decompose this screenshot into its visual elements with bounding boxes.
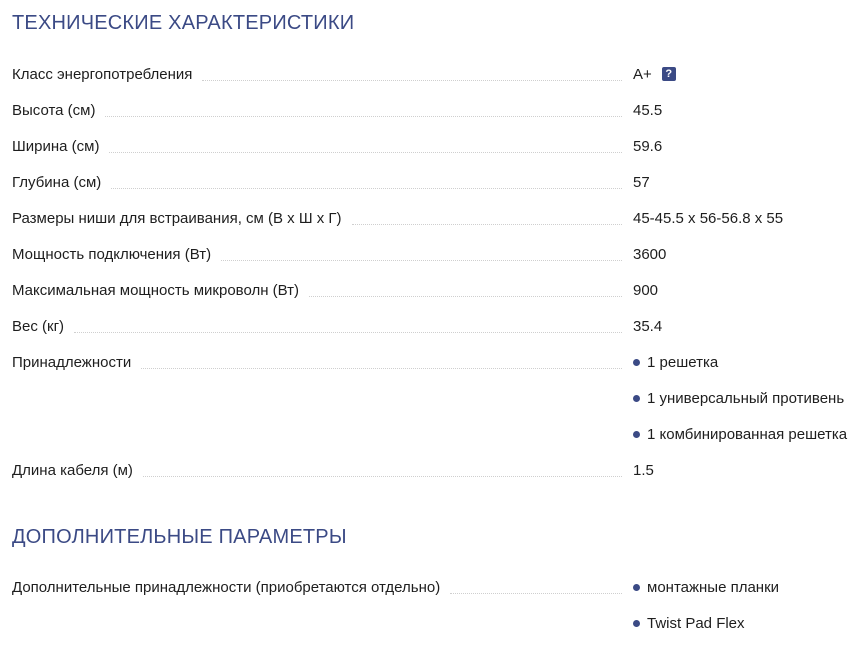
accessory-text: 1 решетка (647, 353, 719, 371)
spec-value: 45-45.5 x 56-56.8 x 55 (633, 209, 784, 227)
dotted-leader (109, 152, 622, 153)
dotted-leader (450, 593, 622, 594)
bullet-icon (633, 359, 640, 366)
accessory-item (633, 350, 718, 374)
bullet-icon (633, 395, 640, 402)
dotted-leader (352, 224, 622, 225)
dotted-leader (309, 296, 622, 297)
spec-label: Глубина (см) (12, 173, 102, 191)
accessory-item (633, 575, 779, 599)
dotted-leader (105, 116, 622, 117)
accessory-text: монтажные планки (647, 578, 780, 596)
accessory-item (633, 611, 745, 635)
dotted-leader (221, 260, 622, 261)
bullet-icon (633, 431, 640, 438)
section-title-additional: ДОПОЛНИТЕЛЬНЫЕ ПАРАМЕТРЫ (12, 526, 347, 548)
spec-label: Класс энергопотребления (12, 65, 193, 83)
spec-row-accessories (12, 350, 622, 374)
dotted-leader (143, 476, 622, 477)
spec-row-extra-accessories (12, 575, 622, 599)
spec-row-microwave-power (12, 278, 622, 302)
dotted-leader (141, 368, 622, 369)
accessory-item (633, 386, 844, 410)
spec-value: 45.5 (633, 101, 663, 119)
spec-value: 57 (633, 173, 650, 191)
spec-row-depth (12, 170, 622, 194)
dotted-leader (202, 80, 622, 81)
spec-label: Ширина (см) (12, 137, 100, 155)
bullet-icon (633, 584, 640, 591)
spec-row-power (12, 242, 622, 266)
spec-label: Размеры ниши для встраивания, см (В x Ш x Г) (12, 209, 342, 227)
spec-value: A+ (633, 65, 652, 83)
spec-row-width (12, 134, 622, 158)
spec-value: 59.6 (633, 137, 663, 155)
section-title-technical: ТЕХНИЧЕСКИЕ ХАРАКТЕРИСТИКИ (12, 12, 355, 34)
bullet-icon (633, 620, 640, 627)
spec-label: Дополнительные принадлежности (приобретаются отдельно) (12, 578, 441, 596)
accessory-text: Twist Pad Flex (647, 614, 745, 632)
spec-row-niche-size (12, 206, 622, 230)
spec-label: Длина кабеля (м) (12, 461, 133, 479)
spec-row-cable-length (12, 458, 622, 482)
spec-label: Мощность подключения (Вт) (12, 245, 212, 263)
spec-row-energy-class (12, 62, 622, 86)
dotted-leader (74, 332, 622, 333)
spec-row-weight (12, 314, 622, 338)
accessory-item (633, 422, 847, 446)
spec-value-energy-class (633, 62, 676, 86)
spec-label: Принадлежности (12, 353, 132, 371)
spec-row-height (12, 98, 622, 122)
dotted-leader (111, 188, 622, 189)
spec-label: Максимальная мощность микроволн (Вт) (12, 281, 300, 299)
spec-value: 1.5 (633, 461, 654, 479)
accessory-text: 1 комбинированная решетка (647, 425, 848, 443)
spec-value: 900 (633, 281, 659, 299)
help-icon[interactable]: ? (662, 67, 676, 81)
spec-label: Высота (см) (12, 101, 96, 119)
accessory-text: 1 универсальный противень (647, 389, 845, 407)
spec-label: Вес (кг) (12, 317, 65, 335)
spec-value: 35.4 (633, 317, 663, 335)
spec-value: 3600 (633, 245, 667, 263)
